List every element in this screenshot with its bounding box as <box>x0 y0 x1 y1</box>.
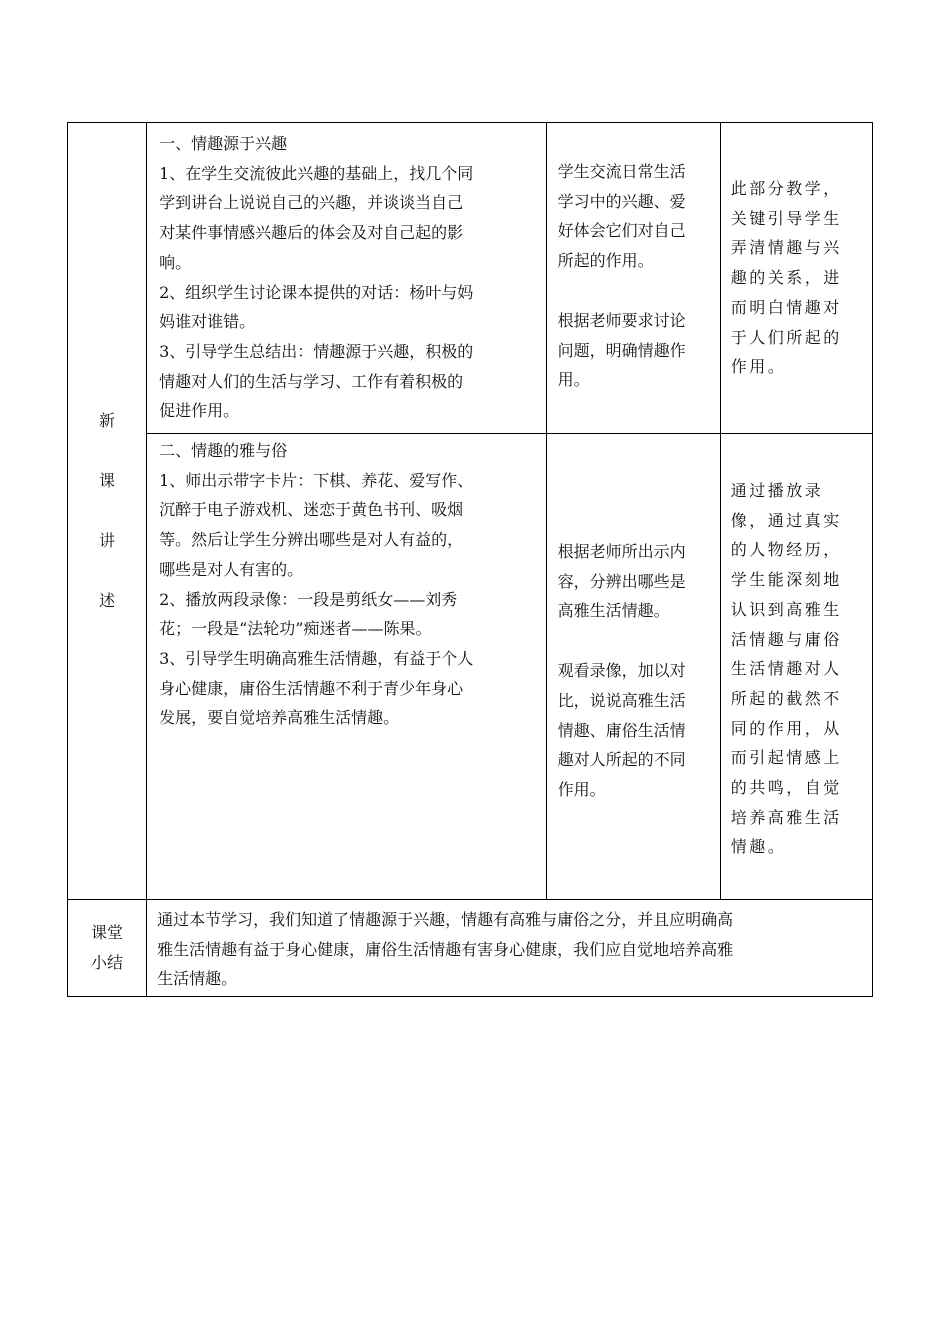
text-line: 发展，要自觉培养高雅生活情趣。 <box>159 708 400 728</box>
text-line: 而明白情趣对 <box>730 297 842 317</box>
text-line: 作用。 <box>730 357 787 377</box>
text-line: 情趣。 <box>730 837 787 857</box>
text-line: 学习中的兴趣、爱 <box>557 191 686 211</box>
summary-label-line: 课堂 <box>91 923 124 943</box>
text-line: 响。 <box>159 252 192 272</box>
text-line: 雅生活情趣有益于身心健康，庸俗生活情趣有害身心健康，我们应自觉地培养高雅 <box>157 939 734 959</box>
section-label-char: 新 <box>99 411 116 430</box>
text-line: 学到讲台上说说自己的兴趣，并谈谈当自己 <box>159 193 464 213</box>
text-line: 比，说说高雅生活 <box>557 690 686 710</box>
text-line: 情趣、庸俗生活情 <box>557 720 686 740</box>
text-line: 作用。 <box>557 779 606 799</box>
section-label-char: 课 <box>99 471 116 490</box>
text-line: 生活情趣对人 <box>730 659 842 679</box>
text-line: 所起的截然不 <box>730 688 842 708</box>
part1-student-activity <box>546 123 720 434</box>
text-line: 的人物经历， <box>730 540 842 560</box>
text-line: 好体会它们对自己 <box>557 221 686 241</box>
text-line: 学生能深刻地 <box>730 570 842 590</box>
section-label-cell <box>68 123 147 900</box>
text-line: 3、引导学生明确高雅生活情趣，有益于个人 <box>159 648 474 668</box>
part1-row <box>68 123 873 434</box>
text-line: 高雅生活情趣。 <box>557 601 670 621</box>
text-line: 而引起情感上 <box>730 748 842 768</box>
summary-text-cell <box>147 900 873 997</box>
text-line: 3、引导学生总结出：情趣源于兴趣，积极的 <box>159 341 474 361</box>
text-line: 沉醉于电子游戏机、迷恋于黄色书刊、吸烟 <box>159 500 464 520</box>
section-label-char: 述 <box>99 591 116 610</box>
text-line: 通过播放录 <box>730 481 824 500</box>
text-line: 根据老师要求讨论 <box>557 310 686 330</box>
part1-teacher-activity <box>147 123 546 434</box>
text-line: 妈谁对谁错。 <box>159 312 256 332</box>
text-line: 哪些是对人有害的。 <box>159 559 304 579</box>
text-line: 二、情趣的雅与俗 <box>159 441 288 460</box>
part1-design-intent <box>720 123 872 434</box>
text-line: 通过本节学习，我们知道了情趣源于兴趣，情趣有高雅与庸俗之分，并且应明确高 <box>157 910 734 929</box>
text-line: 2、播放两段录像：一段是剪纸女——刘秀 <box>159 589 458 609</box>
text-line: 用。 <box>557 370 590 390</box>
text-line: 1、在学生交流彼此兴趣的基础上，找几个同 <box>159 163 474 183</box>
text-line: 像，通过真实 <box>730 510 842 530</box>
text-line: 同的作用，从 <box>730 718 842 738</box>
text-line: 弄清情趣与兴 <box>730 238 842 258</box>
part2-student-activity <box>546 434 720 900</box>
summary-label-line: 小结 <box>91 953 124 973</box>
text-line: 促进作用。 <box>159 401 240 421</box>
text-line: 此部分教学， <box>730 179 842 198</box>
text-line: 于人们所起的 <box>730 327 842 347</box>
text-line: 学生交流日常生活 <box>557 162 686 181</box>
text-line: 趣的关系，进 <box>730 268 842 288</box>
text-line: 认识到高雅生 <box>730 599 842 619</box>
summary-row <box>68 900 873 997</box>
text-line: 的共鸣，自觉 <box>730 778 842 798</box>
text-line: 身心健康，庸俗生活情趣不利于青少年身心 <box>159 678 464 698</box>
text-line: 观看录像，加以对 <box>557 661 686 681</box>
text-line: 关键引导学生 <box>730 208 842 228</box>
text-line: 容，分辨出哪些是 <box>557 571 686 591</box>
text-line: 生活情趣。 <box>157 969 238 989</box>
text-line: 对某件事情感兴趣后的体会及对自己起的影 <box>159 223 464 243</box>
part2-design-intent <box>720 434 872 900</box>
summary-label-cell <box>68 900 147 997</box>
text-line: 活情趣与庸俗 <box>730 629 842 649</box>
text-line: 趣对人所起的不同 <box>557 750 686 770</box>
text-line: 培养高雅生活 <box>730 807 842 827</box>
section-label-char: 讲 <box>99 531 116 550</box>
text-line: 2、组织学生讨论课本提供的对话：杨叶与妈 <box>159 282 474 302</box>
lesson-plan-table <box>67 122 873 997</box>
part2-row <box>68 434 873 900</box>
text-line: 花；一段是“法轮功”痴迷者——陈果。 <box>159 619 432 639</box>
text-line: 等。然后让学生分辨出哪些是对人有益的， <box>159 530 464 550</box>
text-line: 问题，明确情趣作 <box>557 340 686 360</box>
part2-teacher-activity <box>147 434 546 900</box>
text-line: 根据老师所出示内 <box>557 542 686 561</box>
text-line: 情趣对人们的生活与学习、工作有着积极的 <box>159 371 464 391</box>
text-line: 所起的作用。 <box>557 251 654 271</box>
text-line: 1、师出示带字卡片：下棋、养花、爱写作、 <box>159 470 474 490</box>
text-line: 一、情趣源于兴趣 <box>159 134 288 153</box>
